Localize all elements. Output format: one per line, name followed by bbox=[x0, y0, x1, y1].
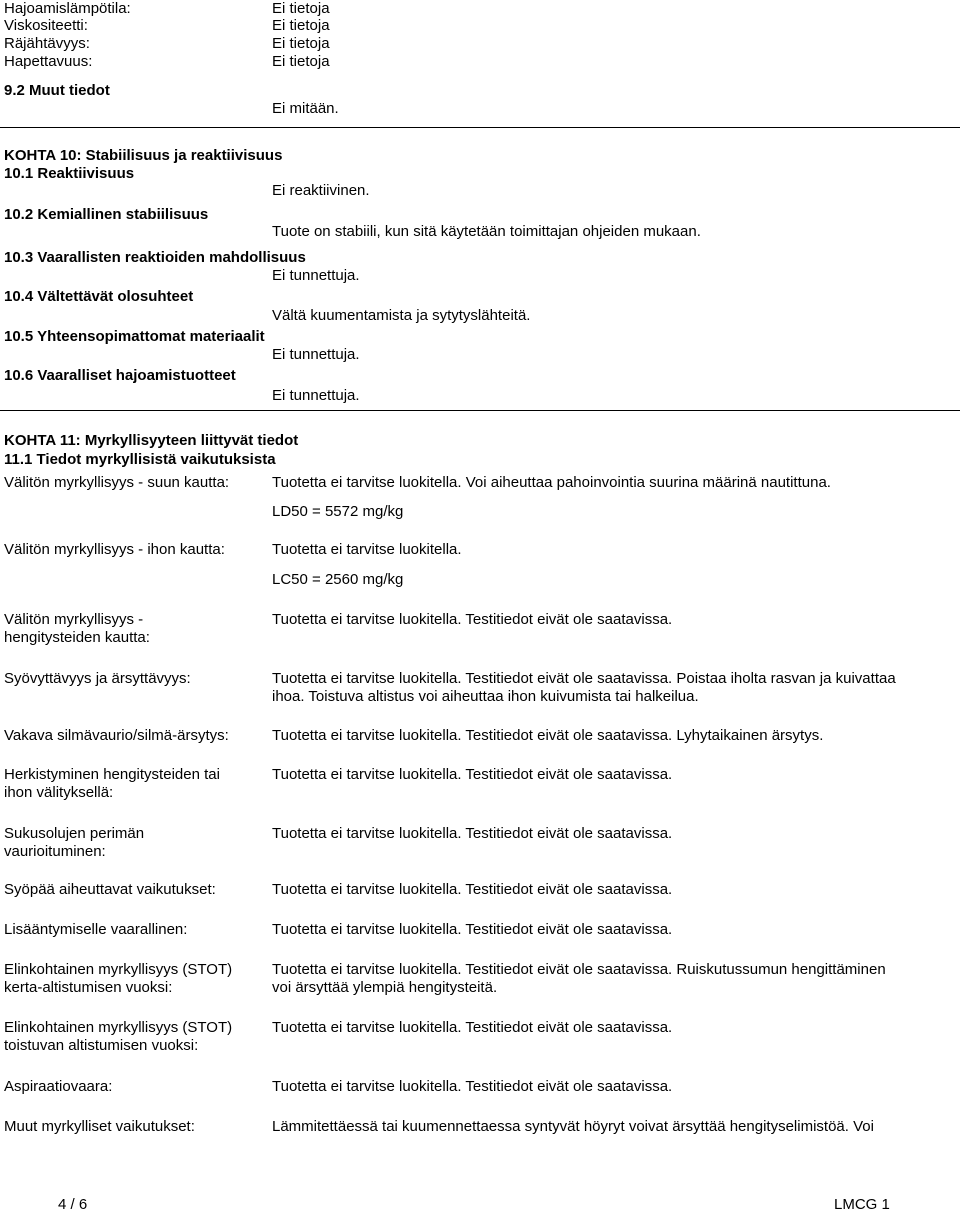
stot-single-value-line1: Tuotetta ei tarvitse luokitella. Testitiedot eivät ole saatavissa. Ruiskutussumun hengittäminen bbox=[272, 961, 886, 978]
dermal-toxicity-label: Välitön myrkyllisyys - ihon kautta: bbox=[4, 541, 225, 558]
property-value-viscosity: Ei tietoja bbox=[272, 17, 330, 34]
carcinogenicity-value: Tuotetta ei tarvitse luokitella. Testitiedot eivät ole saatavissa. bbox=[272, 881, 673, 898]
section-11-title: KOHTA 11: Myrkyllisyyteen liittyvät tiedot bbox=[4, 432, 299, 449]
property-label-decomposition-temp: Hajoamislämpötila: bbox=[4, 0, 131, 17]
incompatible-materials-heading: 10.5 Yhteensopimattomat materiaalit bbox=[4, 328, 265, 345]
other-info-value: Ei mitään. bbox=[272, 100, 339, 117]
mutagenicity-label-line2: vaurioituminen: bbox=[4, 843, 106, 860]
hazardous-reactions-value: Ei tunnettuja. bbox=[272, 267, 360, 284]
chemical-stability-heading: 10.2 Kemiallinen stabiilisuus bbox=[4, 206, 209, 223]
oral-toxicity-label: Välitön myrkyllisyys - suun kautta: bbox=[4, 474, 230, 491]
section-10-title: KOHTA 10: Stabiilisuus ja reaktiivisuus bbox=[4, 147, 283, 164]
stot-repeated-label-line2: toistuvan altistumisen vuoksi: bbox=[4, 1037, 199, 1054]
sensitisation-label-line1: Herkistyminen hengitysteiden tai bbox=[4, 766, 220, 783]
property-label-explosivity: Räjähtävyys: bbox=[4, 35, 90, 52]
document-code: LMCG 1 bbox=[834, 1196, 890, 1213]
sensitisation-value: Tuotetta ei tarvitse luokitella. Testitiedot eivät ole saatavissa. bbox=[272, 766, 673, 783]
dermal-lc50-value: LC50 = 2560 mg/kg bbox=[272, 571, 404, 588]
toxicological-effects-heading: 11.1 Tiedot myrkyllisistä vaikutuksista bbox=[4, 451, 276, 468]
stot-single-label-line2: kerta-altistumisen vuoksi: bbox=[4, 979, 173, 996]
inhalation-toxicity-label-line2: hengitysteiden kautta: bbox=[4, 629, 150, 646]
stot-repeated-label-line1: Elinkohtainen myrkyllisyys (STOT) bbox=[4, 1019, 233, 1036]
reactivity-heading: 10.1 Reaktiivisuus bbox=[4, 165, 135, 182]
oral-ld50-value: LD50 = 5572 mg/kg bbox=[272, 503, 404, 520]
hazardous-reactions-heading: 10.3 Vaarallisten reaktioiden mahdollisuus bbox=[4, 249, 306, 266]
property-value-explosivity: Ei tietoja bbox=[272, 35, 330, 52]
conditions-to-avoid-value: Vältä kuumentamista ja sytytyslähteitä. bbox=[272, 307, 531, 324]
carcinogenicity-label: Syöpää aiheuttavat vaikutukset: bbox=[4, 881, 216, 898]
corrosion-irritation-value-line2: ihoa. Toistuva altistus voi aiheuttaa ihon kuivumista tai halkeilua. bbox=[272, 688, 699, 705]
other-info-heading: 9.2 Muut tiedot bbox=[4, 82, 110, 99]
aspiration-hazard-label: Aspiraatiovaara: bbox=[4, 1078, 113, 1095]
section-divider bbox=[0, 127, 960, 128]
decomposition-products-heading: 10.6 Vaaralliset hajoamistuotteet bbox=[4, 367, 236, 384]
conditions-to-avoid-heading: 10.4 Vältettävät olosuhteet bbox=[4, 288, 194, 305]
stot-single-label-line1: Elinkohtainen myrkyllisyys (STOT) bbox=[4, 961, 233, 978]
property-value-oxidizing: Ei tietoja bbox=[272, 53, 330, 70]
other-toxic-effects-value: Lämmitettäessä tai kuumennettaessa syntyvät höyryt voivat ärsyttää hengityselimistöä. Voi bbox=[272, 1118, 874, 1135]
eye-damage-label: Vakava silmävaurio/silmä-ärsytys: bbox=[4, 727, 229, 744]
property-value-decomposition-temp: Ei tietoja bbox=[272, 0, 330, 17]
corrosion-irritation-value-line1: Tuotetta ei tarvitse luokitella. Testitiedot eivät ole saatavissa. Poistaa iholta rasvan ja kuivattaa bbox=[272, 670, 896, 687]
stot-single-value-line2: voi ärsyttää ylempiä hengitysteitä. bbox=[272, 979, 498, 996]
stot-repeated-value: Tuotetta ei tarvitse luokitella. Testitiedot eivät ole saatavissa. bbox=[272, 1019, 673, 1036]
inhalation-toxicity-value: Tuotetta ei tarvitse luokitella. Testitiedot eivät ole saatavissa. bbox=[272, 611, 673, 628]
aspiration-hazard-value: Tuotetta ei tarvitse luokitella. Testitiedot eivät ole saatavissa. bbox=[272, 1078, 673, 1095]
corrosion-irritation-label: Syövyttävyys ja ärsyttävyys: bbox=[4, 670, 191, 687]
oral-toxicity-value: Tuotetta ei tarvitse luokitella. Voi aiheuttaa pahoinvointia suurina määrinä nautittuna. bbox=[272, 474, 831, 491]
reproductive-toxicity-value: Tuotetta ei tarvitse luokitella. Testitiedot eivät ole saatavissa. bbox=[272, 921, 673, 938]
mutagenicity-value: Tuotetta ei tarvitse luokitella. Testitiedot eivät ole saatavissa. bbox=[272, 825, 673, 842]
page-number: 4 / 6 bbox=[58, 1196, 88, 1213]
property-label-viscosity: Viskositeetti: bbox=[4, 17, 88, 34]
inhalation-toxicity-label-line1: Välitön myrkyllisyys - bbox=[4, 611, 144, 628]
decomposition-products-value: Ei tunnettuja. bbox=[272, 387, 360, 404]
sensitisation-label-line2: ihon välityksellä: bbox=[4, 784, 114, 801]
mutagenicity-label-line1: Sukusolujen perimän bbox=[4, 825, 145, 842]
incompatible-materials-value: Ei tunnettuja. bbox=[272, 346, 360, 363]
reproductive-toxicity-label: Lisääntymiselle vaarallinen: bbox=[4, 921, 188, 938]
property-label-oxidizing: Hapettavuus: bbox=[4, 53, 93, 70]
reactivity-value: Ei reaktiivinen. bbox=[272, 182, 370, 199]
other-toxic-effects-label: Muut myrkylliset vaikutukset: bbox=[4, 1118, 195, 1135]
chemical-stability-value: Tuote on stabiili, kun sitä käytetään toimittajan ohjeiden mukaan. bbox=[272, 223, 701, 240]
dermal-toxicity-value: Tuotetta ei tarvitse luokitella. bbox=[272, 541, 462, 558]
eye-damage-value: Tuotetta ei tarvitse luokitella. Testitiedot eivät ole saatavissa. Lyhytaikainen ärsytys. bbox=[272, 727, 824, 744]
section-divider bbox=[0, 410, 960, 411]
